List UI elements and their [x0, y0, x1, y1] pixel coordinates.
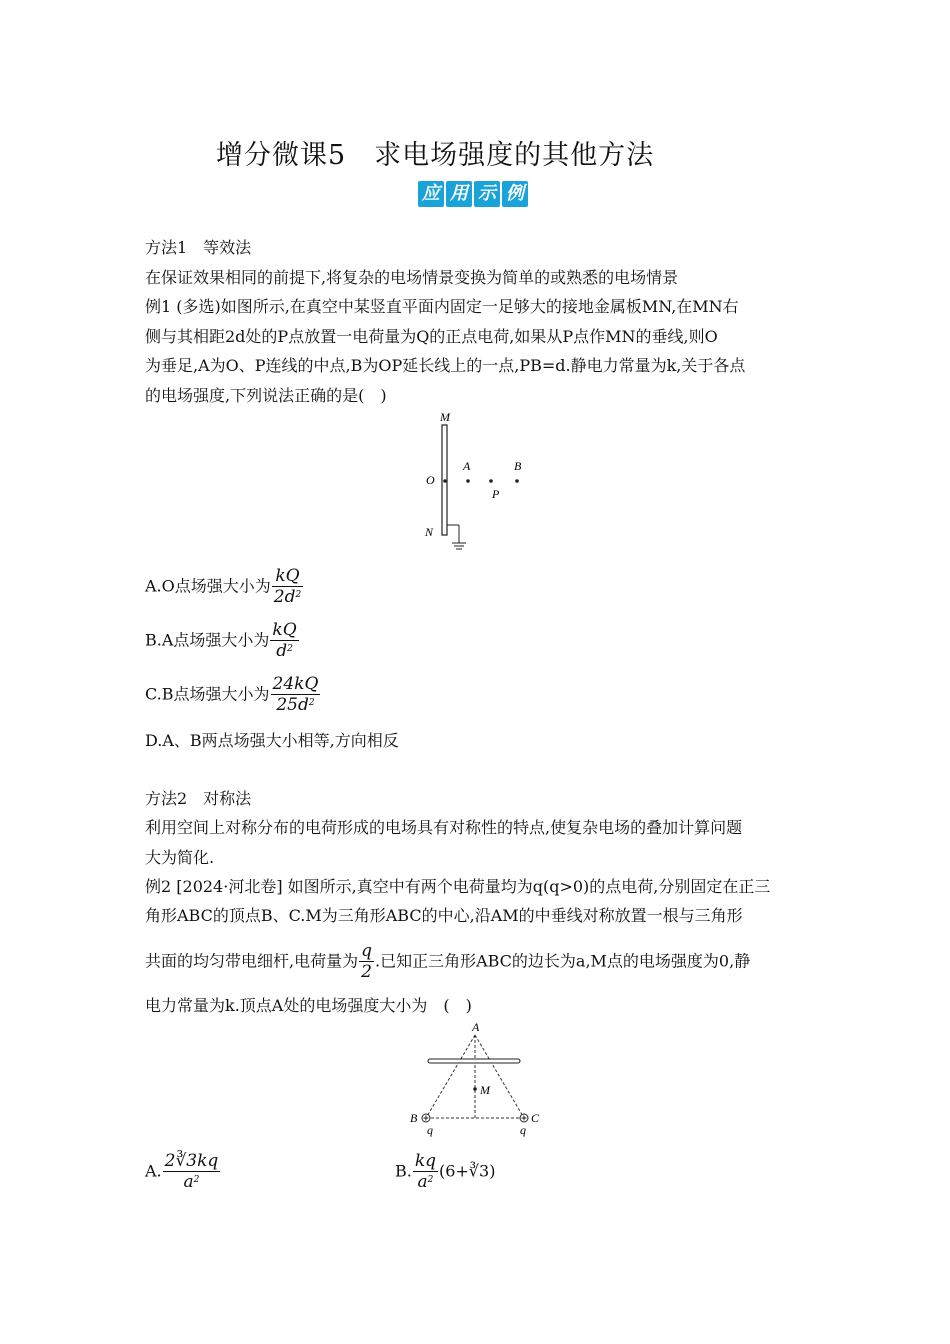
example2-line2: 角形ABC的顶点B、C.M为三角形ABC的中心,沿AM的中垂线对称放置一根与三角形 [145, 906, 743, 925]
option-c-prefix: C.B点场强大小为 [145, 684, 270, 704]
option-a[interactable] [145, 567, 304, 607]
badge-char: 例 [502, 181, 528, 207]
example2-option-a[interactable] [145, 1152, 221, 1192]
example2-option-b-suffix: (6+∛3) [439, 1161, 496, 1181]
example2-option-b-exp: 2 [427, 1175, 434, 1185]
point-B [515, 479, 519, 483]
option-b-num: kQ [272, 620, 297, 640]
point-A [466, 479, 470, 483]
example1-line4: 的电场强度,下列说法正确的是( ) [145, 386, 387, 405]
badge-char: 示 [474, 181, 500, 207]
option-b[interactable] [145, 621, 300, 661]
badge-char: 用 [446, 181, 472, 207]
option-b-prefix: B.A点场强大小为 [145, 630, 270, 650]
example2-option-a-fraction [163, 1152, 221, 1192]
example2-option-b-num: kq [414, 1151, 437, 1171]
method1-desc: 在保证效果相同的前提下,将复杂的电场情景变换为简单的或熟悉的电场情景 [145, 268, 679, 287]
example2-option-a-exp: 2 [193, 1175, 200, 1185]
label-O: O [426, 473, 435, 487]
label-M: M [440, 410, 450, 424]
example2-line4: 电力常量为k.顶点A处的电场强度大小为 ( ) [145, 996, 472, 1015]
label-B: B [410, 1111, 418, 1125]
label-q-C: q [520, 1123, 526, 1137]
option-d[interactable]: D.A、B两点场强大小相等,方向相反 [145, 731, 399, 750]
label-A: A [463, 459, 471, 473]
option-b-exp: 2 [287, 644, 293, 654]
option-c-den: 25d [276, 695, 309, 715]
charged-rod [428, 1059, 520, 1063]
example2-line3b: .已知正三角形ABC的边长为a,M点的电场强度为0,静 [374, 951, 751, 971]
option-c-num: 24kQ [272, 674, 319, 694]
point-P [489, 479, 493, 483]
method1-heading: 方法1 等效法 [145, 238, 252, 257]
option-b-fraction [270, 621, 298, 661]
option-b-den: d [276, 641, 288, 661]
badge-char: 应 [418, 181, 444, 207]
label-B: B [514, 459, 522, 473]
charge-num: q [361, 941, 372, 961]
label-N: N [425, 525, 434, 539]
side-AC [475, 1035, 524, 1118]
label-M: M [480, 1083, 490, 1097]
option-a-den: 2d [273, 587, 296, 607]
option-a-fraction [272, 567, 303, 607]
figure-grounded-plate [410, 405, 540, 555]
example1-line3: 为垂足,A为O、P连线的中点,B为OP延长线上的一点,PB=d.静电力常量为k,关于各点 [145, 356, 746, 375]
example2-option-b[interactable] [395, 1152, 495, 1192]
section-badge [418, 181, 528, 207]
method2-desc1: 利用空间上对称分布的电荷形成的电场具有对称性的特点,使复杂电场的叠加计算问题 [145, 818, 743, 837]
example2-option-b-fraction [413, 1152, 438, 1192]
option-c[interactable] [145, 675, 321, 715]
label-A: A [472, 1020, 480, 1034]
example2-option-b-prefix: B. [395, 1161, 412, 1181]
example2-line3a: 共面的均匀带电细杆,电荷量为 [145, 951, 359, 971]
example2-option-b-den: a [417, 1172, 428, 1192]
page-title: 增分微课5 求电场强度的其他方法 [216, 140, 655, 171]
point-M [473, 1087, 477, 1091]
method2-desc2: 大为简化. [145, 848, 215, 867]
option-c-fraction [271, 675, 321, 715]
example2-option-a-prefix: A. [145, 1161, 162, 1181]
point-O [443, 479, 447, 483]
label-P: P [492, 487, 500, 501]
charge-fraction [359, 942, 374, 982]
option-a-num: kQ [275, 566, 300, 586]
option-a-exp: 2 [295, 590, 302, 600]
example2-line3 [145, 942, 750, 982]
charge-den: 2 [359, 961, 374, 982]
label-C: C [531, 1111, 540, 1125]
example2-line1: 例2 [2024·河北卷] 如图所示,真空中有两个电荷量均为q(q>0)的点电荷,分别固定在正三 [145, 877, 771, 896]
option-c-exp: 2 [308, 698, 315, 708]
method2-heading: 方法2 对称法 [145, 789, 252, 808]
option-a-prefix: A.O点场强大小为 [145, 576, 271, 596]
figure-triangle-rod [400, 1018, 550, 1138]
example1-line2: 侧与其相距2d处的P点放置一电荷量为Q的正点电荷,如果从P点作MN的垂线,则O [145, 327, 718, 346]
example1-line1: 例1 (多选)如图所示,在真空中某竖直平面内固定一足够大的接地金属板MN,在MN右 [145, 297, 739, 316]
label-q-B: q [427, 1123, 433, 1137]
example2-option-a-den: a [183, 1172, 194, 1192]
side-AB [426, 1035, 475, 1118]
example2-option-a-num: 2∛3kq [164, 1151, 219, 1171]
